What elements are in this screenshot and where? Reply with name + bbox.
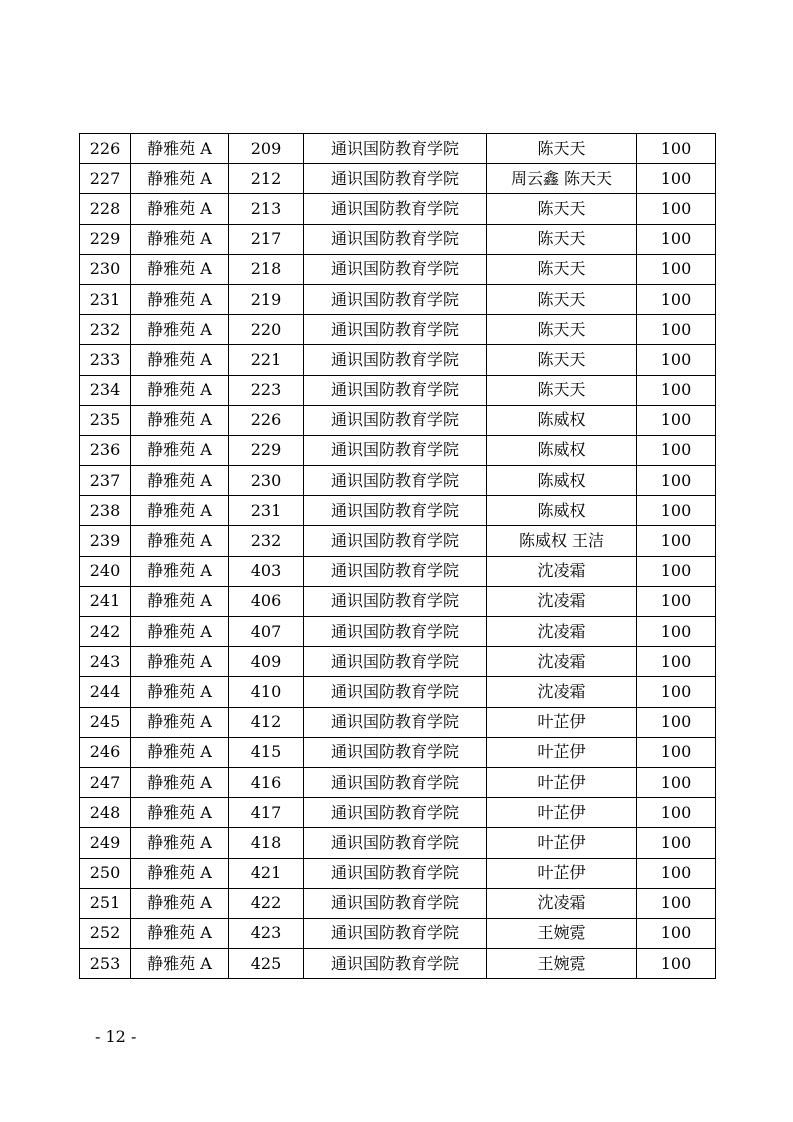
college-cell: 通识国防教育学院 [304, 918, 487, 948]
building-cell: 静雅苑 A [131, 828, 229, 858]
counselor-cell: 陈天天 [487, 224, 637, 254]
counselor-cell: 沈凌霜 [487, 556, 637, 586]
row-index-cell: 247 [80, 767, 131, 797]
table-row [80, 254, 716, 284]
counselor-cell: 叶芷伊 [487, 798, 637, 828]
row-index-cell: 232 [80, 315, 131, 345]
row-index-cell: 240 [80, 556, 131, 586]
counselor-cell: 陈威权 [487, 435, 637, 465]
score-cell: 100 [637, 828, 716, 858]
building-cell: 静雅苑 A [131, 134, 229, 164]
counselor-cell: 沈凌霜 [487, 586, 637, 616]
room-number-cell: 232 [229, 526, 304, 556]
college-cell: 通识国防教育学院 [304, 315, 487, 345]
row-index-cell: 252 [80, 918, 131, 948]
counselor-cell: 陈天天 [487, 194, 637, 224]
row-index-cell: 237 [80, 466, 131, 496]
score-cell: 100 [637, 345, 716, 375]
room-number-cell: 410 [229, 677, 304, 707]
table-row [80, 284, 716, 314]
building-cell: 静雅苑 A [131, 164, 229, 194]
college-cell: 通识国防教育学院 [304, 586, 487, 616]
counselor-cell: 王婉霓 [487, 918, 637, 948]
table-row [80, 767, 716, 797]
counselor-cell: 陈天天 [487, 315, 637, 345]
room-number-cell: 229 [229, 435, 304, 465]
counselor-cell: 陈威权 [487, 496, 637, 526]
room-number-cell: 217 [229, 224, 304, 254]
score-cell: 100 [637, 647, 716, 677]
room-number-cell: 417 [229, 798, 304, 828]
college-cell: 通识国防教育学院 [304, 164, 487, 194]
table-row [80, 164, 716, 194]
table-row [80, 949, 716, 979]
college-cell: 通识国防教育学院 [304, 677, 487, 707]
row-index-cell: 229 [80, 224, 131, 254]
room-number-cell: 425 [229, 949, 304, 979]
dormitory-score-table [79, 133, 716, 979]
room-number-cell: 220 [229, 315, 304, 345]
room-number-cell: 209 [229, 134, 304, 164]
score-cell: 100 [637, 798, 716, 828]
row-index-cell: 228 [80, 194, 131, 224]
table-row [80, 315, 716, 345]
score-cell: 100 [637, 707, 716, 737]
college-cell: 通识国防教育学院 [304, 224, 487, 254]
college-cell: 通识国防教育学院 [304, 526, 487, 556]
row-index-cell: 243 [80, 647, 131, 677]
row-index-cell: 235 [80, 405, 131, 435]
counselor-cell: 王婉霓 [487, 949, 637, 979]
table-body [80, 134, 716, 979]
room-number-cell: 213 [229, 194, 304, 224]
room-number-cell: 219 [229, 284, 304, 314]
counselor-cell: 陈天天 [487, 284, 637, 314]
score-cell: 100 [637, 767, 716, 797]
building-cell: 静雅苑 A [131, 375, 229, 405]
score-cell: 100 [637, 254, 716, 284]
table-row [80, 224, 716, 254]
score-cell: 100 [637, 858, 716, 888]
counselor-cell: 陈天天 [487, 345, 637, 375]
college-cell: 通识国防教育学院 [304, 556, 487, 586]
college-cell: 通识国防教育学院 [304, 194, 487, 224]
table-row [80, 345, 716, 375]
score-cell: 100 [637, 586, 716, 616]
row-index-cell: 238 [80, 496, 131, 526]
room-number-cell: 218 [229, 254, 304, 284]
table-row [80, 828, 716, 858]
counselor-cell: 叶芷伊 [487, 707, 637, 737]
building-cell: 静雅苑 A [131, 707, 229, 737]
building-cell: 静雅苑 A [131, 918, 229, 948]
college-cell: 通识国防教育学院 [304, 375, 487, 405]
room-number-cell: 221 [229, 345, 304, 375]
table-row [80, 918, 716, 948]
room-number-cell: 415 [229, 737, 304, 767]
table-row [80, 466, 716, 496]
row-index-cell: 250 [80, 858, 131, 888]
building-cell: 静雅苑 A [131, 466, 229, 496]
score-cell: 100 [637, 526, 716, 556]
building-cell: 静雅苑 A [131, 586, 229, 616]
table-row [80, 134, 716, 164]
table-row [80, 526, 716, 556]
score-cell: 100 [637, 949, 716, 979]
score-cell: 100 [637, 315, 716, 345]
score-cell: 100 [637, 737, 716, 767]
table-row [80, 677, 716, 707]
building-cell: 静雅苑 A [131, 526, 229, 556]
college-cell: 通识国防教育学院 [304, 828, 487, 858]
college-cell: 通识国防教育学院 [304, 284, 487, 314]
building-cell: 静雅苑 A [131, 224, 229, 254]
building-cell: 静雅苑 A [131, 315, 229, 345]
score-cell: 100 [637, 556, 716, 586]
counselor-cell: 沈凌霜 [487, 647, 637, 677]
room-number-cell: 231 [229, 496, 304, 526]
college-cell: 通识国防教育学院 [304, 858, 487, 888]
score-cell: 100 [637, 375, 716, 405]
table-row [80, 194, 716, 224]
score-cell: 100 [637, 405, 716, 435]
college-cell: 通识国防教育学院 [304, 798, 487, 828]
page-number: - 12 - [95, 1027, 137, 1046]
table-row [80, 556, 716, 586]
row-index-cell: 246 [80, 737, 131, 767]
room-number-cell: 416 [229, 767, 304, 797]
college-cell: 通识国防教育学院 [304, 767, 487, 797]
table-row [80, 737, 716, 767]
room-number-cell: 212 [229, 164, 304, 194]
score-cell: 100 [637, 134, 716, 164]
building-cell: 静雅苑 A [131, 405, 229, 435]
room-number-cell: 422 [229, 888, 304, 918]
row-index-cell: 242 [80, 617, 131, 647]
room-number-cell: 418 [229, 828, 304, 858]
score-cell: 100 [637, 888, 716, 918]
college-cell: 通识国防教育学院 [304, 254, 487, 284]
building-cell: 静雅苑 A [131, 737, 229, 767]
score-cell: 100 [637, 435, 716, 465]
building-cell: 静雅苑 A [131, 345, 229, 375]
building-cell: 静雅苑 A [131, 888, 229, 918]
row-index-cell: 226 [80, 134, 131, 164]
table-row [80, 858, 716, 888]
counselor-cell: 陈威权 [487, 405, 637, 435]
row-index-cell: 227 [80, 164, 131, 194]
score-cell: 100 [637, 164, 716, 194]
college-cell: 通识国防教育学院 [304, 405, 487, 435]
row-index-cell: 236 [80, 435, 131, 465]
table-row [80, 647, 716, 677]
table-row [80, 375, 716, 405]
building-cell: 静雅苑 A [131, 254, 229, 284]
row-index-cell: 241 [80, 586, 131, 616]
score-cell: 100 [637, 224, 716, 254]
row-index-cell: 239 [80, 526, 131, 556]
college-cell: 通识国防教育学院 [304, 617, 487, 647]
score-cell: 100 [637, 284, 716, 314]
counselor-cell: 陈威权 [487, 466, 637, 496]
row-index-cell: 231 [80, 284, 131, 314]
row-index-cell: 244 [80, 677, 131, 707]
building-cell: 静雅苑 A [131, 435, 229, 465]
score-cell: 100 [637, 496, 716, 526]
room-number-cell: 421 [229, 858, 304, 888]
row-index-cell: 234 [80, 375, 131, 405]
building-cell: 静雅苑 A [131, 647, 229, 677]
counselor-cell: 沈凌霜 [487, 677, 637, 707]
building-cell: 静雅苑 A [131, 767, 229, 797]
college-cell: 通识国防教育学院 [304, 888, 487, 918]
counselor-cell: 沈凌霜 [487, 888, 637, 918]
room-number-cell: 403 [229, 556, 304, 586]
row-index-cell: 245 [80, 707, 131, 737]
college-cell: 通识国防教育学院 [304, 707, 487, 737]
building-cell: 静雅苑 A [131, 798, 229, 828]
building-cell: 静雅苑 A [131, 949, 229, 979]
score-cell: 100 [637, 194, 716, 224]
building-cell: 静雅苑 A [131, 858, 229, 888]
row-index-cell: 251 [80, 888, 131, 918]
college-cell: 通识国防教育学院 [304, 134, 487, 164]
table-row [80, 435, 716, 465]
counselor-cell: 叶芷伊 [487, 828, 637, 858]
building-cell: 静雅苑 A [131, 556, 229, 586]
building-cell: 静雅苑 A [131, 284, 229, 314]
row-index-cell: 253 [80, 949, 131, 979]
room-number-cell: 412 [229, 707, 304, 737]
score-cell: 100 [637, 677, 716, 707]
table-row [80, 405, 716, 435]
room-number-cell: 406 [229, 586, 304, 616]
counselor-cell: 叶芷伊 [487, 767, 637, 797]
room-number-cell: 226 [229, 405, 304, 435]
counselor-cell: 叶芷伊 [487, 737, 637, 767]
row-index-cell: 233 [80, 345, 131, 375]
counselor-cell: 陈天天 [487, 134, 637, 164]
table-row [80, 798, 716, 828]
counselor-cell: 叶芷伊 [487, 858, 637, 888]
room-number-cell: 423 [229, 918, 304, 948]
room-number-cell: 409 [229, 647, 304, 677]
table-row [80, 617, 716, 647]
college-cell: 通识国防教育学院 [304, 647, 487, 677]
college-cell: 通识国防教育学院 [304, 496, 487, 526]
row-index-cell: 249 [80, 828, 131, 858]
score-cell: 100 [637, 918, 716, 948]
counselor-cell: 陈天天 [487, 375, 637, 405]
building-cell: 静雅苑 A [131, 496, 229, 526]
building-cell: 静雅苑 A [131, 617, 229, 647]
room-number-cell: 230 [229, 466, 304, 496]
room-number-cell: 223 [229, 375, 304, 405]
college-cell: 通识国防教育学院 [304, 737, 487, 767]
building-cell: 静雅苑 A [131, 194, 229, 224]
row-index-cell: 230 [80, 254, 131, 284]
table-row [80, 888, 716, 918]
table-row [80, 586, 716, 616]
college-cell: 通识国防教育学院 [304, 435, 487, 465]
score-cell: 100 [637, 617, 716, 647]
score-cell: 100 [637, 466, 716, 496]
table-row [80, 496, 716, 526]
row-index-cell: 248 [80, 798, 131, 828]
counselor-cell: 陈天天 [487, 254, 637, 284]
counselor-cell: 沈凌霜 [487, 617, 637, 647]
college-cell: 通识国防教育学院 [304, 345, 487, 375]
building-cell: 静雅苑 A [131, 677, 229, 707]
college-cell: 通识国防教育学院 [304, 466, 487, 496]
college-cell: 通识国防教育学院 [304, 949, 487, 979]
room-number-cell: 407 [229, 617, 304, 647]
counselor-cell: 陈威权 王洁 [487, 526, 637, 556]
counselor-cell: 周云鑫 陈天天 [487, 164, 637, 194]
table-row [80, 707, 716, 737]
